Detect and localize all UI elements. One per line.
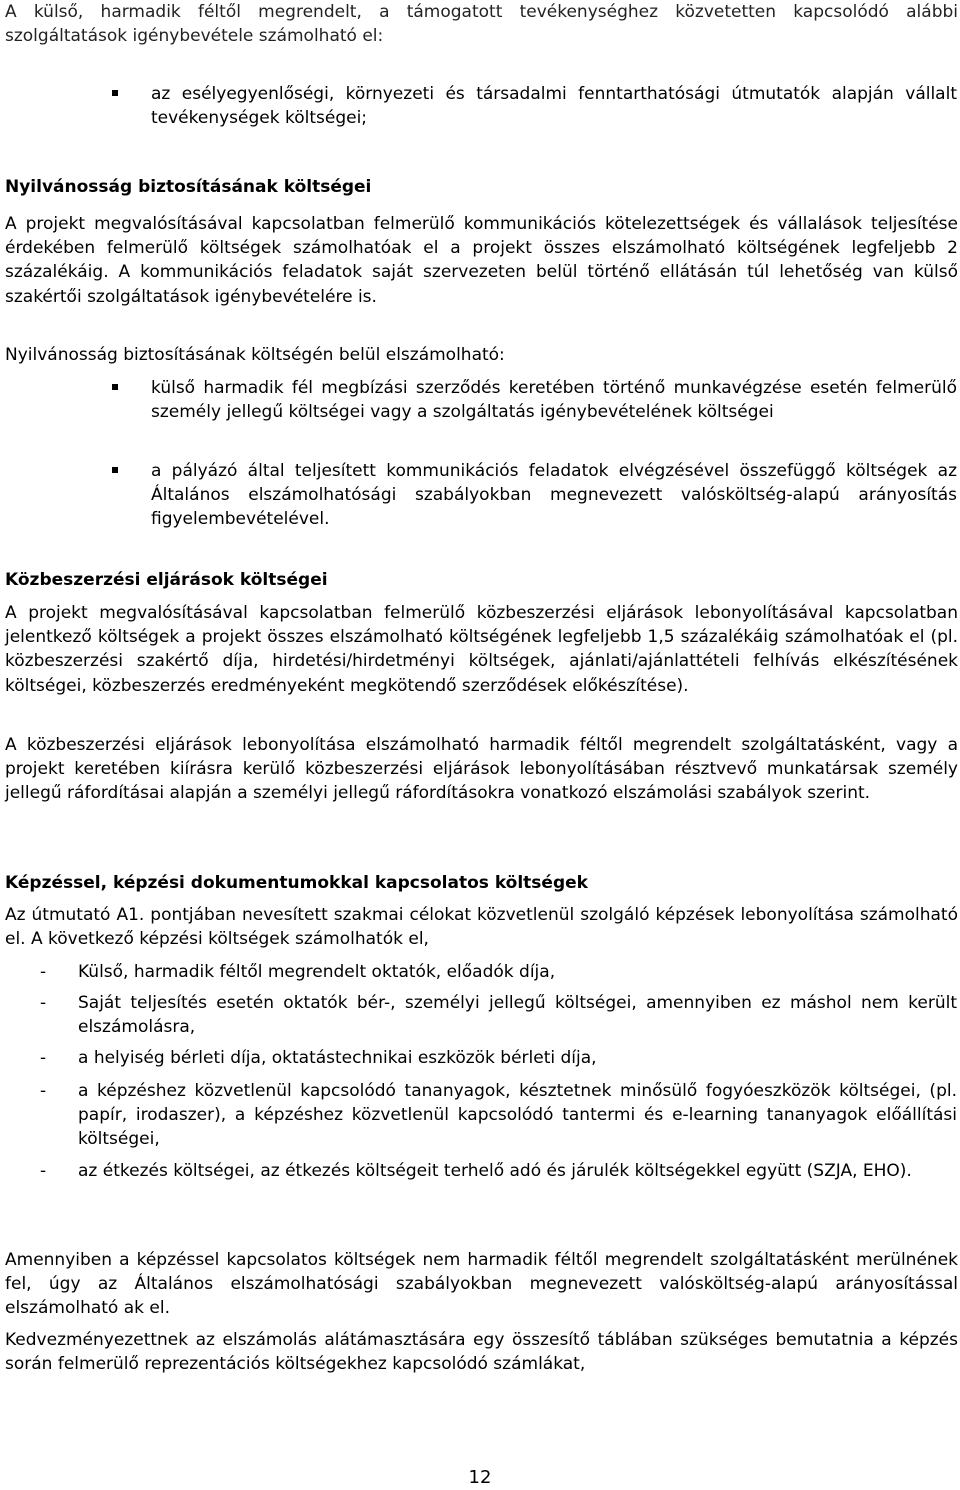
publicity-heading: Nyilvánosság biztosításának költségei [5,177,372,197]
intro-paragraph: A külső, harmadik féltől megrendelt, a támogatott tevékenységhez közvetetten kapcsolódó alábbi szolgáltatások igénybevétele számolható el: [5,2,958,47]
training-heading: Képzéssel, képzési dokumentumokkal kapcsolatos költségek [5,873,588,893]
intro-bullet-item: az esélyegyenlőségi, környezeti és társadalmi fenntarthatósági útmutatók alapján vállalt tevékenységek költségei; [151,84,957,129]
publicity-bullet-item: a pályázó által teljesített kommunikációs feladatok elvégzésével összefüggő költségek az Általános elszámolhatósági szabályokban megnevezett valósköltség-alapú arányosítás figyelembevételével. [151,461,957,530]
dash-marker: - [40,1048,47,1068]
publicity-paragraph: A projekt megvalósításával kapcsolatban felmerülő kommunikációs kötelezettségek és vállalások teljesítése érdekében felmerülő költségek számolhatóak el a projekt összes elszámolható költségének legfeljebb 2 százalékáig. A kommunikációs feladatok saját szervezeten belül történő ellátásán túl lehetőség van külső szakértői szolgáltatások igénybevételére is. [5,214,958,307]
square-bullet-icon [112,376,122,400]
square-bullet-icon [112,459,122,483]
training-paragraph: Az útmutató A1. pontjában nevesített szakmai célokat közvetlenül szolgáló képzések lebonyolítása számolható el. A következő képzési költségek számolhatók el, [5,905,958,950]
training-list-item: a képzéshez közvetlenül kapcsolódó tananyagok, késztetnek minősülő fogyóeszközök költségei, (pl. papír, irodaszer), a képzéshez közvetlenül kapcsolódó tantermi és e-learning tananyagok előállítási költségei, [78,1081,957,1150]
training-list-item: Saját teljesítés esetén oktatók bér-, személyi jellegű költségei, amennyiben ez máshol nem került elszámolásra, [78,993,957,1038]
procurement-paragraph: A közbeszerzési eljárások lebonyolítása elszámolható harmadik féltől megrendelt szolgáltatásként, vagy a projekt keretében kiírásra kerülő közbeszerzési eljárások lebonyolításában résztvevő munkatársak személy jellegű ráfordításai alapján a személyi jellegű ráfordításokra vonatkozó elszámolási szabályok szerint. [5,735,958,804]
publicity-lead: Nyilvánosság biztosításának költségén belül elszámolható: [5,345,505,365]
publicity-bullet-item: külső harmadik fél megbízási szerződés keretében történő munkavégzése esetén felmerülő személy jellegű költségei vagy a szolgáltatás igénybevételének költségei [151,378,957,423]
dash-marker: - [40,962,47,982]
square-bullet-icon [112,82,122,106]
training-list-item: az étkezés költségei, az étkezés költségeit terhelő adó és járulék költségekkel együtt (SZJA, EHO). [78,1161,912,1181]
training-list-item: a helyiség bérleti díja, oktatástechnikai eszközök bérleti díja, [78,1048,597,1068]
dash-marker: - [40,1081,47,1101]
training-closing-paragraph: Kedvezményezettnek az elszámolás alátámasztására egy összesítő táblában szükséges bemutatnia a képzés során felmerülő reprezentációs költségekhez kapcsolódó számlákat, [5,1330,958,1375]
page-number: 12 [468,1467,492,1488]
dash-marker: - [40,993,47,1013]
training-closing-paragraph: Amennyiben a képzéssel kapcsolatos költségek nem harmadik féltől megrendelt szolgáltatásként merülnének fel, úgy az Általános elszámolhatósági szabályokban megnevezett valósköltség-alapú arányosítással elszámolható ak el. [5,1250,958,1319]
procurement-paragraph: A projekt megvalósításával kapcsolatban felmerülő közbeszerzési eljárások lebonyolításával kapcsolatban jelentkező költségek a projekt összes elszámolható költségének legfeljebb 1,5 százalékáig számolhatóak el (pl. közbeszerzési szakértő díja, hirdetési/hirdetményi költségek, ajánlati/ajánlattételi felhívás elkészítésének költségei, közbeszerzés eredményeként megkötendő szerződések előkészítése). [5,603,958,696]
training-list-item: Külső, harmadik féltől megrendelt oktatók, előadók díja, [78,962,556,982]
dash-marker: - [40,1161,47,1181]
procurement-heading: Közbeszerzési eljárások költségei [5,570,328,590]
